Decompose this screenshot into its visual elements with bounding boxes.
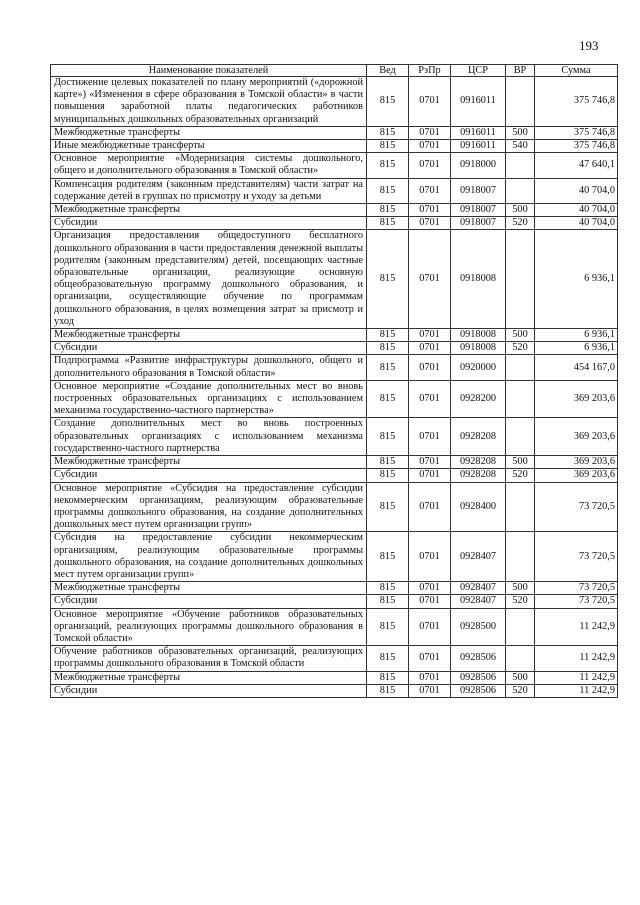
row-ved: 815 <box>367 608 409 646</box>
row-sum: 73 720,5 <box>535 482 618 532</box>
row-vr <box>506 532 535 582</box>
row-ved: 815 <box>367 217 409 230</box>
row-csr: 0918007 <box>451 204 506 217</box>
row-name: Межбюджетные трансферты <box>51 582 367 595</box>
row-name: Межбюджетные трансферты <box>51 329 367 342</box>
row-sum: 11 242,9 <box>535 608 618 646</box>
row-name: Субсидии <box>51 595 367 608</box>
row-vr <box>506 418 535 456</box>
row-vr <box>506 482 535 532</box>
row-name: Создание дополнительных мест во вновь построенных образовательных организациях с использованием механизма государственно-частного партнерства <box>51 418 367 456</box>
row-csr: 0928506 <box>451 684 506 697</box>
row-name: Субсидии <box>51 217 367 230</box>
budget-table <box>50 64 618 698</box>
row-name: Межбюджетные трансферты <box>51 671 367 684</box>
row-ved: 815 <box>367 418 409 456</box>
row-csr: 0928407 <box>451 595 506 608</box>
row-csr: 0918007 <box>451 178 506 203</box>
row-ved: 815 <box>367 469 409 482</box>
row-sum: 73 720,5 <box>535 595 618 608</box>
row-vr <box>506 608 535 646</box>
header-vr: ВР <box>506 65 535 77</box>
row-name: Обучение работников образовательных организаций, реализующих программы дошкольного образования в Томской области <box>51 646 367 671</box>
row-name: Межбюджетные трансферты <box>51 456 367 469</box>
row-name: Иные межбюджетные трансферты <box>51 140 367 153</box>
row-name: Компенсация родителям (законным представителям) части затрат на содержание детей в группах по присмотру и уходу за детьми <box>51 178 367 203</box>
table-row <box>51 608 618 646</box>
row-sum: 73 720,5 <box>535 582 618 595</box>
row-sum: 40 704,0 <box>535 217 618 230</box>
row-rzpr: 0701 <box>409 77 451 127</box>
table-row <box>51 469 618 482</box>
row-rzpr: 0701 <box>409 582 451 595</box>
page-number: 193 <box>579 38 599 53</box>
table-row <box>51 582 618 595</box>
row-csr: 0918008 <box>451 342 506 355</box>
row-vr: 520 <box>506 469 535 482</box>
row-rzpr: 0701 <box>409 469 451 482</box>
row-csr: 0928500 <box>451 608 506 646</box>
row-vr: 540 <box>506 140 535 153</box>
row-csr: 0918008 <box>451 230 506 329</box>
row-rzpr: 0701 <box>409 230 451 329</box>
row-vr <box>506 646 535 671</box>
row-sum: 73 720,5 <box>535 532 618 582</box>
row-rzpr: 0701 <box>409 126 451 139</box>
row-csr: 0916011 <box>451 140 506 153</box>
row-csr: 0918007 <box>451 217 506 230</box>
row-sum: 6 936,1 <box>535 230 618 329</box>
row-rzpr: 0701 <box>409 646 451 671</box>
row-ved: 815 <box>367 595 409 608</box>
row-name: Субсидии <box>51 684 367 697</box>
row-vr: 500 <box>506 204 535 217</box>
row-sum: 40 704,0 <box>535 204 618 217</box>
row-vr: 520 <box>506 342 535 355</box>
row-vr <box>506 380 535 418</box>
table-row <box>51 646 618 671</box>
table-row <box>51 77 618 127</box>
row-name: Основное мероприятие «Модернизация системы дошкольного, общего и дополнительного образования в Томской области» <box>51 153 367 178</box>
row-name: Межбюджетные трансферты <box>51 126 367 139</box>
table-row <box>51 140 618 153</box>
row-rzpr: 0701 <box>409 595 451 608</box>
row-ved: 815 <box>367 204 409 217</box>
table-row <box>51 342 618 355</box>
table-row <box>51 329 618 342</box>
row-name: Субсидии <box>51 342 367 355</box>
row-rzpr: 0701 <box>409 456 451 469</box>
row-ved: 815 <box>367 342 409 355</box>
table-header-row <box>51 65 618 77</box>
table-row <box>51 178 618 203</box>
row-csr: 0916011 <box>451 126 506 139</box>
row-rzpr: 0701 <box>409 671 451 684</box>
row-sum: 40 704,0 <box>535 178 618 203</box>
row-vr: 500 <box>506 671 535 684</box>
row-ved: 815 <box>367 456 409 469</box>
row-rzpr: 0701 <box>409 217 451 230</box>
row-ved: 815 <box>367 178 409 203</box>
row-rzpr: 0701 <box>409 329 451 342</box>
row-sum: 375 746,8 <box>535 126 618 139</box>
row-csr: 0916011 <box>451 77 506 127</box>
row-ved: 815 <box>367 140 409 153</box>
row-vr: 500 <box>506 329 535 342</box>
row-csr: 0928506 <box>451 671 506 684</box>
row-rzpr: 0701 <box>409 684 451 697</box>
row-vr: 520 <box>506 684 535 697</box>
table-row <box>51 456 618 469</box>
row-sum: 11 242,9 <box>535 684 618 697</box>
row-sum: 375 746,8 <box>535 140 618 153</box>
row-csr: 0928200 <box>451 380 506 418</box>
row-name: Субсидия на предоставление субсидии некоммерческим организациям, реализующим образовательные программы дошкольного образования, на создание дополнительных дошкольных мест путем организации групп» <box>51 532 367 582</box>
row-name: Основное мероприятие «Обучение работников образовательных организаций, реализующих программы дошкольного образования в Томской области» <box>51 608 367 646</box>
row-vr <box>506 77 535 127</box>
row-name: Основное мероприятие «Субсидия на предоставление субсидии некоммерческим организациям, реализующим образовательные программы дошкольного образования, на создание дополнительных дошкольных мест путем организации групп» <box>51 482 367 532</box>
row-csr: 0928208 <box>451 418 506 456</box>
row-sum: 6 936,1 <box>535 329 618 342</box>
row-csr: 0928208 <box>451 469 506 482</box>
table-row <box>51 153 618 178</box>
table-row <box>51 684 618 697</box>
row-vr: 500 <box>506 126 535 139</box>
table-row <box>51 671 618 684</box>
row-ved: 815 <box>367 532 409 582</box>
table-row <box>51 126 618 139</box>
row-ved: 815 <box>367 482 409 532</box>
row-ved: 815 <box>367 684 409 697</box>
row-csr: 0928407 <box>451 532 506 582</box>
row-rzpr: 0701 <box>409 342 451 355</box>
row-name: Подпрограмма «Развитие инфраструктуры дошкольного, общего и дополнительного образования в Томской области» <box>51 355 367 380</box>
header-rzpr: РзПр <box>409 65 451 77</box>
row-vr <box>506 230 535 329</box>
table-row <box>51 532 618 582</box>
row-ved: 815 <box>367 329 409 342</box>
row-csr: 0928208 <box>451 456 506 469</box>
row-name: Межбюджетные трансферты <box>51 204 367 217</box>
row-rzpr: 0701 <box>409 204 451 217</box>
row-ved: 815 <box>367 126 409 139</box>
row-csr: 0920000 <box>451 355 506 380</box>
row-sum: 11 242,9 <box>535 646 618 671</box>
row-vr <box>506 355 535 380</box>
row-vr: 500 <box>506 456 535 469</box>
row-csr: 0928407 <box>451 582 506 595</box>
row-sum: 454 167,0 <box>535 355 618 380</box>
row-rzpr: 0701 <box>409 418 451 456</box>
table-row <box>51 380 618 418</box>
table-row <box>51 418 618 456</box>
row-rzpr: 0701 <box>409 532 451 582</box>
row-name: Достижение целевых показателей по плану мероприятий («дорожной карте») «Изменения в сфере образования в Томской области» в части повышения заработной платы педагогических работников муниципальных дошкольных образовательных организаций <box>51 77 367 127</box>
row-sum: 11 242,9 <box>535 671 618 684</box>
row-ved: 815 <box>367 671 409 684</box>
row-rzpr: 0701 <box>409 140 451 153</box>
row-sum: 369 203,6 <box>535 469 618 482</box>
row-csr: 0918008 <box>451 329 506 342</box>
row-ved: 815 <box>367 380 409 418</box>
header-csr: ЦСР <box>451 65 506 77</box>
table-row <box>51 355 618 380</box>
table-row <box>51 204 618 217</box>
row-vr: 520 <box>506 217 535 230</box>
row-ved: 815 <box>367 153 409 178</box>
row-rzpr: 0701 <box>409 153 451 178</box>
row-sum: 369 203,6 <box>535 418 618 456</box>
row-ved: 815 <box>367 230 409 329</box>
header-name: Наименование показателей <box>51 65 367 77</box>
table-row <box>51 482 618 532</box>
header-ved: Вед <box>367 65 409 77</box>
header-sum: Сумма <box>535 65 618 77</box>
row-rzpr: 0701 <box>409 178 451 203</box>
row-name: Субсидии <box>51 469 367 482</box>
table-row <box>51 230 618 329</box>
table-body <box>51 77 618 698</box>
row-vr: 520 <box>506 595 535 608</box>
row-vr <box>506 178 535 203</box>
row-vr <box>506 153 535 178</box>
row-vr: 500 <box>506 582 535 595</box>
row-csr: 0928400 <box>451 482 506 532</box>
table-row <box>51 217 618 230</box>
row-rzpr: 0701 <box>409 380 451 418</box>
row-ved: 815 <box>367 355 409 380</box>
row-name: Организация предоставления общедоступного бесплатного дошкольного образования в части предоставления денежной выплаты родителям (законным представителям) детей, посещающих частные образовательные организации, реализующие основную общеобразовательную программу дошкольного образования, и организации, осуществляющие обучение по программам дошкольного образования, в целях возмещения затрат за присмотр и уход <box>51 230 367 329</box>
row-csr: 0928506 <box>451 646 506 671</box>
row-rzpr: 0701 <box>409 482 451 532</box>
row-rzpr: 0701 <box>409 355 451 380</box>
row-sum: 6 936,1 <box>535 342 618 355</box>
row-name: Основное мероприятие «Создание дополнительных мест во вновь построенных образовательных организациях с использованием механизма государственно-частного партнерства» <box>51 380 367 418</box>
row-sum: 375 746,8 <box>535 77 618 127</box>
row-ved: 815 <box>367 646 409 671</box>
row-ved: 815 <box>367 77 409 127</box>
row-ved: 815 <box>367 582 409 595</box>
row-csr: 0918000 <box>451 153 506 178</box>
table-row <box>51 595 618 608</box>
row-sum: 47 640,1 <box>535 153 618 178</box>
row-sum: 369 203,6 <box>535 380 618 418</box>
row-sum: 369 203,6 <box>535 456 618 469</box>
row-rzpr: 0701 <box>409 608 451 646</box>
